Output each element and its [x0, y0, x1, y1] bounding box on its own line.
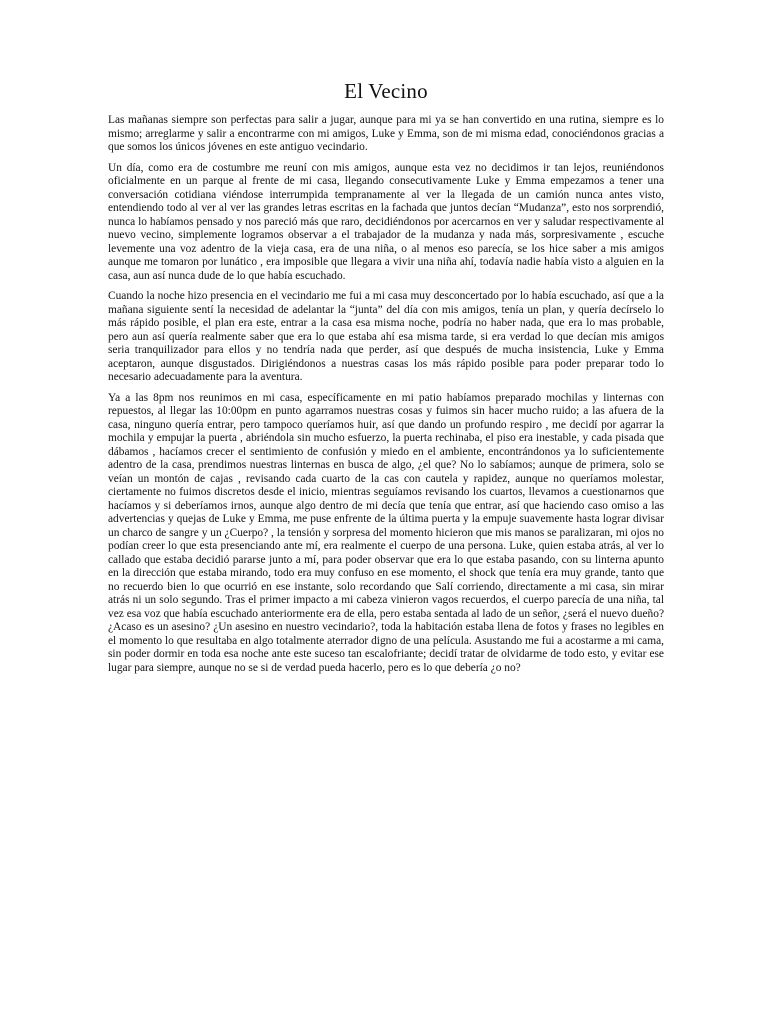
paragraph-2: Un día, como era de costumbre me reuní con mis amigos, aunque esta vez no decidimos ir tan lejos, reuniéndonos oficialmente en un parque al frente de mi casa, llegando consecutivamente Luke y Emma empezamos a tener una conversación cotidiana viéndose interrumpida tempranamente al ver la llegada de un camión nunca antes visto, entendiendo todo al ver al ver las grandes letras escritas en la fachada que juntos decían “Mudanza”, esto nos sorprendió, nunca lo habíamos pensado y nos pareció más que raro, decidiéndonos por acercarnos en ver y saludar respectivamente al nuevo vecino, simplemente logramos observar a el trabajador de la mudanza y nada más, sorpresivamente , escuche levemente una voz adentro de la vieja casa, era de una niña, o al menos eso parecía, se los hice saber a mis amigos aunque me tomaron por lunático , era imposible que llegara a vivir una niña ahí, todavía nadie había visto a alguien en la casa, aun así nunca dude de lo que había escuchado. — [108, 161, 664, 282]
paragraph-3: Cuando la noche hizo presencia en el vecindario me fui a mi casa muy desconcertado por lo había escuchado, así que a la mañana siguiente sentí la necesidad de adelantar la “junta” del día con mis amigos, tenía un plan, y quería decírselo lo más rápido posible, el plan era este, entrar a la casa esa misma noche, podría no haber nada, que era lo mas probable, pero aun así quería realmente saber que era lo que estaba ahí esa misma tarde, si era verdad lo que decían mis amigos seria tranquilizador para ellos y no tendría nada que perder, así que después de mucha insistencia, Luke y Emma aceptaron, aunque disgustados. Dirigiéndonos a nuestras casas los más rápido posible para poder preparar todo lo necesario adecuadamente para la aventura. — [108, 290, 664, 383]
paragraph-4: Ya a las 8pm nos reunimos en mi casa, específicamente en mi patio habíamos preparado mochilas y linternas con repuestos, al llegar las 10:00pm en punto agarramos nuestras cosas y fuimos sin hacer mucho ruido; a las afuera de la casa, ninguno quería entrar, pero tampoco queríamos huir, así que dando un profundo respiro , me decidí por agarrar la mochila y empujar la puerta , abriéndola sin mucho esfuerzo, la puerta rechinaba, el piso era inestable, y cada pisada que dábamos , hacíamos crecer el sentimiento de confusión y miedo en el ambiente, encontrándonos ya lo suficientemente adentro de la casa, prendimos nuestras linternas en busca de algo, ¿el que? No lo sabíamos; aunque de primera, solo se veían un montón de cajas , revisando cada cuarto de la cas con cautela y rapidez, aunque no queríamos molestar, ciertamente no fuimos discretos desde el inicio, mientras seguíamos revisando los cuartos, llevamos a cuestionarnos que hacíamos y si deberíamos irnos, aunque algo dentro de mi decía que tenía que entrar, así que haciendo caso omiso a las advertencias y quejas de Luke y Emma, me puse enfrente de la última puerta y la empuje suavemente hasta lograr divisar un charco de sangre y un ¿Cuerpo? , la tensión y sorpresa del momento hicieron que mis manos se paralizaran, mi ojos no podían creer lo que esta presenciando ante mí, era realmente el cuerpo de una persona. Luke, quien estaba atrás, al ver lo callado que estaba decidió pararse junto a mí, para poder observar que era lo que estaba pasando, con su linterna apunto en la dirección que estaba mirando, todo era muy confuso en ese momento, el shock que tenía era muy grande, tanto que no recuerdo bien lo que ocurrió en ese instante, solo recordando que Salí corriendo, directamente a mi casa, sin mirar atrás ni un solo segundo. Tras el primer impacto a mi cabeza vinieron vagos recuerdos, el cuerpo parecía de una niña, tal vez esa voz que había escuchado anteriormente era de ella, pero estaba sentada al lado de un señor, ¿será el nuevo dueño? ¿Acaso es un asesino? ¿Un asesino en nuestro vecindario?, toda la habitación estaba llena de fotos y frases no legibles en el momento lo que resultaba en algo totalmente aterrador digno de una película. Asustando me fui a acostarme a mi cama, sin poder dormir en toda esa noche ante este suceso tan escalofriante; decidí tratar de olvidarme de todo esto, y evitar ese lugar para siempre, aunque no se si de verdad pueda hacerlo, pero es lo que debería ¿o no? — [108, 391, 664, 674]
paragraph-1: Las mañanas siempre son perfectas para salir a jugar, aunque para mi ya se han convertido en una rutina, siempre es lo mismo; arreglarme y salir a encontrarme con mi amigos, Luke y Emma, son de mi misma edad, conociéndonos gracias a que somos los únicos jóvenes en este antiguo vecindario. — [108, 114, 664, 153]
document-title: El Vecino — [344, 79, 428, 103]
